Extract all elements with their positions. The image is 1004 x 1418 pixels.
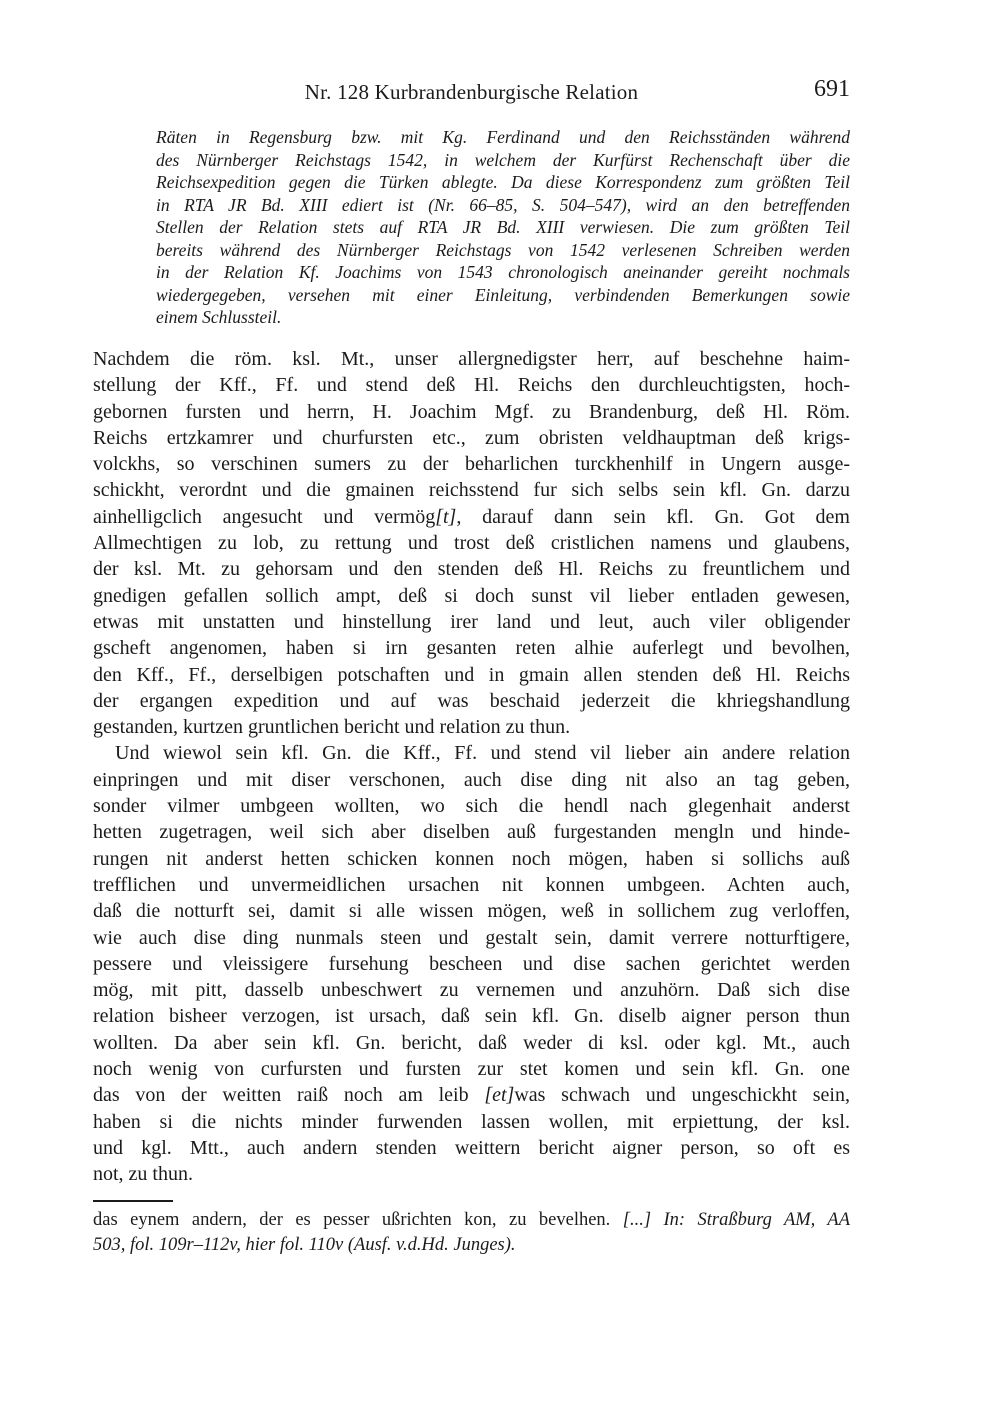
text-line: Allmechtigen zu lob, zu rettung und trost deß cristlichen namens und glaubens,	[93, 532, 850, 555]
text-line: des Nürnberger Reichstags 1542, in welchem der Kurfürst Rechenschaft über die	[156, 149, 850, 170]
text-line: in der Relation Kf. Joachims von 1543 chronologisch aneinander gereiht nochmals	[156, 262, 850, 282]
text-line: und kgl. Mtt., auch andern stenden weittern bericht aigner person, so oft es	[93, 1136, 850, 1159]
text-line: stellung der Kff., Ff. und stend deß Hl. Reichs den durchleuchtigsten, hoch-	[93, 374, 850, 397]
running-header-title: Nr. 128 Kurbrandenburgische Relation	[304, 80, 639, 104]
body-paragraph-1	[93, 346, 850, 740]
text-line: Und wiewol sein kfl. Gn. die Kff., Ff. und stend vil lieber ain andere relation	[115, 742, 850, 765]
text-line: gebornen fursten und herrn, H. Joachim Mgf. zu Brandenburg, deß Hl. Röm.	[93, 400, 850, 423]
text-segment: , darauf dann sein kfl. Gn. Got dem	[456, 505, 850, 528]
text-line: Reichsexpedition gegen die Türken ablegte. Da diese Korrespondenz zum größten Teil	[156, 172, 850, 192]
text-line: etwas mit unstatten und hinstellung irer land und leut, auch viler obligender	[93, 610, 850, 633]
page-number: 691	[814, 76, 850, 102]
text-line: not, zu thun.	[93, 1163, 193, 1186]
main-text	[93, 346, 850, 1188]
italic-segment: [...] In: Straßburg AM, AA	[622, 1210, 850, 1230]
text-line: gnedigen gefallen sollich ampt, deß si doch sunst vil lieber entladen gewesen,	[93, 584, 850, 607]
text-line: trefflichen und unvermeidlichen ursachen nit konnen umbgeen. Achten auch,	[93, 873, 850, 896]
italic-segment: [et]	[484, 1084, 515, 1107]
footnote-separator-rule	[93, 1200, 173, 1202]
italic-segment: [t]	[435, 505, 457, 528]
text-line: Reichs ertzkamrer und churfursten etc., zum obristen veldhauptman deß krigs-	[93, 426, 850, 449]
text-line: der ergangen expedition und auf was beschaid jederzeit die khriegshandlung	[93, 689, 850, 712]
text-line: in RTA JR Bd. XIII ediert ist (Nr. 66–85, S. 504–547), wird an den betreffenden	[156, 194, 850, 215]
text-line: sonder vilmer umbgeen wollten, wo sich die hendl nach glegenhait anderst	[93, 795, 850, 818]
text-line: gscheft angenomen, haben si irn gesanten reten alhie auferlegt und bevolhen,	[93, 637, 850, 660]
text-line: mög, mit pitt, dasselb unbeschwert zu vernemen und anzuhörn. Daß sich dise	[93, 979, 850, 1002]
text-line: wie auch dise ding nunmals steen und gestalt sein, damit verrere notturftigere,	[93, 926, 850, 949]
text-segment: ainhelligclich angesucht und vermög	[93, 505, 436, 528]
text-line: einem Schlussteil.	[156, 307, 282, 327]
text-line: rungen nit anderst hetten schicken konnen noch mögen, haben si sollichs auß	[93, 847, 850, 870]
text-line: relation bisheer verzogen, ist ursach, daß sein kfl. Gn. diselb aigner person thun	[93, 1005, 850, 1028]
text-line: haben si die nichts minder furwenden lassen wollen, mit erpiettung, der ksl.	[93, 1110, 850, 1133]
text-line: Räten in Regensburg bzw. mit Kg. Ferdinand und den Reichsständen während	[156, 127, 850, 147]
editorial-summary-paragraph	[156, 126, 850, 329]
footnote-text	[93, 1208, 850, 1258]
text-line: gestanden, kurtzen gruntlichen bericht und relation zu thun.	[93, 716, 571, 739]
text-line: noch wenig von curfursten und fursten zur stet komen und sein kfl. Gn. one	[93, 1058, 850, 1081]
text-segment: was schwach und ungeschickht sein,	[514, 1084, 850, 1107]
text-line	[93, 1208, 850, 1233]
text-line	[93, 504, 850, 530]
text-segment: das eynem andern, der es pesser ußrichten kon, zu bevelhen.	[93, 1210, 623, 1230]
italic-segment: 503, fol. 109r–112v, hier fol. 110v (Ausf. v.d.Hd. Junges).	[93, 1235, 516, 1255]
running-header	[93, 78, 850, 108]
body-paragraph-2	[93, 740, 850, 1187]
text-line: wollten. Da aber sein kfl. Gn. bericht, daß weder di ksl. oder kgl. Mt., auch	[93, 1031, 850, 1054]
text-line: hetten zugetragen, weil sich aber diselben auß furgestanden mengln und hinde-	[93, 821, 850, 844]
text-line: pessere und vleissigere fursehung bescheen und dise sachen gerichtet werden	[93, 952, 850, 975]
text-line: der ksl. Mt. zu gehorsam und den stenden deß Hl. Reichs zu freuntlichem und	[93, 558, 850, 581]
text-line: volckhs, so verschinen sumers zu der beharlichen turckhenhilf in Ungern ausge-	[93, 453, 850, 476]
text-segment: das von der weitten raiß noch am leib	[93, 1084, 485, 1107]
text-line	[93, 1233, 850, 1258]
text-line: Nachdem die röm. ksl. Mt., unser allergnedigster herr, auf beschehne haim-	[93, 348, 850, 370]
text-line: daß die notturft sei, damit si alle wissen mögen, weß in sollichem zug verloffen,	[93, 900, 850, 923]
text-line: einpringen und mit diser verschonen, auch dise ding nit also an tag geben,	[93, 768, 850, 791]
text-line: bereits während des Nürnberger Reichstags von 1542 verlesenen Schreiben werden	[156, 239, 850, 260]
text-line: den Kff., Ff., derselbigen potschaften und in gmain allen stenden deß Hl. Reichs	[93, 663, 850, 686]
text-line	[93, 1082, 850, 1108]
text-line: Stellen der Relation stets auf RTA JR Bd. XIII verwiesen. Die zum größten Teil	[156, 217, 850, 237]
text-line: wiedergegeben, versehen mit einer Einleitung, verbindenden Bemerkungen sowie	[156, 284, 850, 305]
text-line: schickht, verordnt und die gmainen reichsstend fur sich selbs sein kfl. Gn. darzu	[93, 479, 850, 502]
